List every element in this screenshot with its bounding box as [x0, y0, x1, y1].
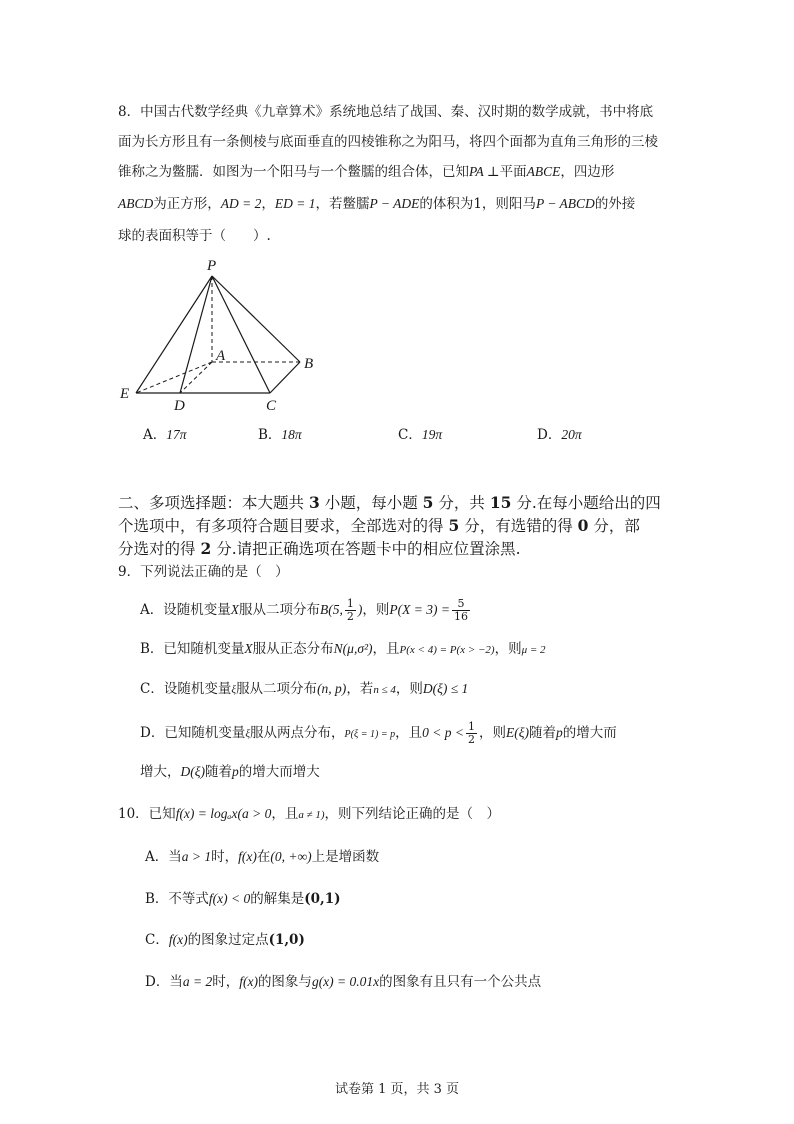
label-E: E — [120, 386, 130, 402]
q9-stem: 9．下列说法正确的是（ ） — [118, 564, 289, 580]
q8-option-a[interactable]: A．17π — [143, 427, 187, 443]
label-D: D — [174, 398, 185, 414]
q9-option-b[interactable]: B．已知随机变量X服从正态分布N(μ,σ²)，且P(x < 4) = P(x > −2)，则μ = 2 — [140, 641, 546, 657]
q8-line-2: 面为长方形且有一条侧棱与底面垂直的四棱锥称之为阳马，将四个面都为直角三角形的三棱 — [118, 134, 658, 150]
q8-option-b[interactable]: B．18π — [258, 427, 302, 443]
q8-line-1: 8．中国古代数学经典《九章算术》系统地总结了战国、秦、汉时期的数学成就，书中将底 — [118, 104, 654, 120]
section2-line-1: 二、多项选择题：本大题共 3 小题，每小题 5 分，共 15 分.在每小题给出的四 — [118, 493, 661, 512]
edge-CB — [270, 362, 300, 393]
q9-option-c[interactable]: C．设随机变量ξ服从二项分布(n, p)，若n ≤ 4，则D(ξ) ≤ 1 — [140, 681, 469, 697]
section2-line-2: 个选项中，有多项符合题目要求，全部选对的得 5 分，有选错的得 0 分，部 — [118, 516, 640, 535]
section2-line-3: 分选对的得 2 分.请把正确选项在答题卡中的相应位置涂黑. — [118, 539, 521, 558]
q8-option-d[interactable]: D．20π — [537, 427, 582, 443]
q10-option-a[interactable]: A．当a > 1时，f(x)在(0, +∞)上是增函数 — [145, 849, 380, 865]
label-A: A — [216, 348, 226, 364]
edge-PE — [136, 276, 212, 393]
edge-AE — [136, 362, 212, 393]
fraction: $\frac{1}{2}$ — [346, 597, 354, 623]
q10-option-b[interactable]: B．不等式f(x) < 0的解集是(0,1) — [145, 891, 341, 907]
q9-option-d-cont: 增大，D(ξ)随着p的增大而增大 — [140, 764, 320, 780]
pyramid-figure — [110, 252, 330, 417]
q8-line-4: ABCD为正方形，AD = 2，ED = 1，若鳖臑P − ADE的体积为1，则阳马P − ABCD的外接 — [118, 196, 636, 212]
q8-option-c[interactable]: C．19π — [398, 427, 443, 443]
q8-line-3: 锥称之为鳖臑．如图为一个阳马与一个鳖臑的组合体，已知PA ⊥平面ABCE，四边形 — [118, 164, 615, 180]
q10-option-d[interactable]: D．当a = 2时，f(x)的图象与g(x) = 0.01x的图象有且只有一个公共点 — [145, 974, 542, 990]
fraction: $\frac{5}{16}$ — [453, 597, 468, 623]
edge-PC — [212, 276, 270, 393]
q10-option-c[interactable]: C．f(x)的图象过定点(1,0) — [145, 932, 305, 948]
edge-PB — [212, 276, 300, 362]
q10-stem: 10．已知f(x) = logₐx(a > 0，且a ≠ 1)，则下列结论正确的是（ ） — [118, 806, 501, 822]
label-C: C — [266, 398, 277, 414]
q9-option-d[interactable]: D．已知随机变量ξ服从两点分布，P(ξ = 1) = p，且0 < p < $\frac{1}{2}$ ，则E(ξ)随着p的增大而 — [140, 720, 617, 746]
fraction: $\frac{1}{2}$ — [467, 720, 475, 746]
page-footer: 试卷第 1 页，共 3 页 — [334, 1082, 460, 1097]
q9-option-a[interactable]: A．设随机变量X服从二项分布B(5, $\frac{1}{2}$ )，则P(X = 3) = $\frac{5}{16}$ — [140, 597, 468, 623]
label-P: P — [207, 258, 217, 274]
q8-line-5: 球的表面积等于（ ）. — [118, 228, 271, 244]
label-B: B — [304, 356, 314, 372]
edge-PD — [180, 276, 212, 393]
